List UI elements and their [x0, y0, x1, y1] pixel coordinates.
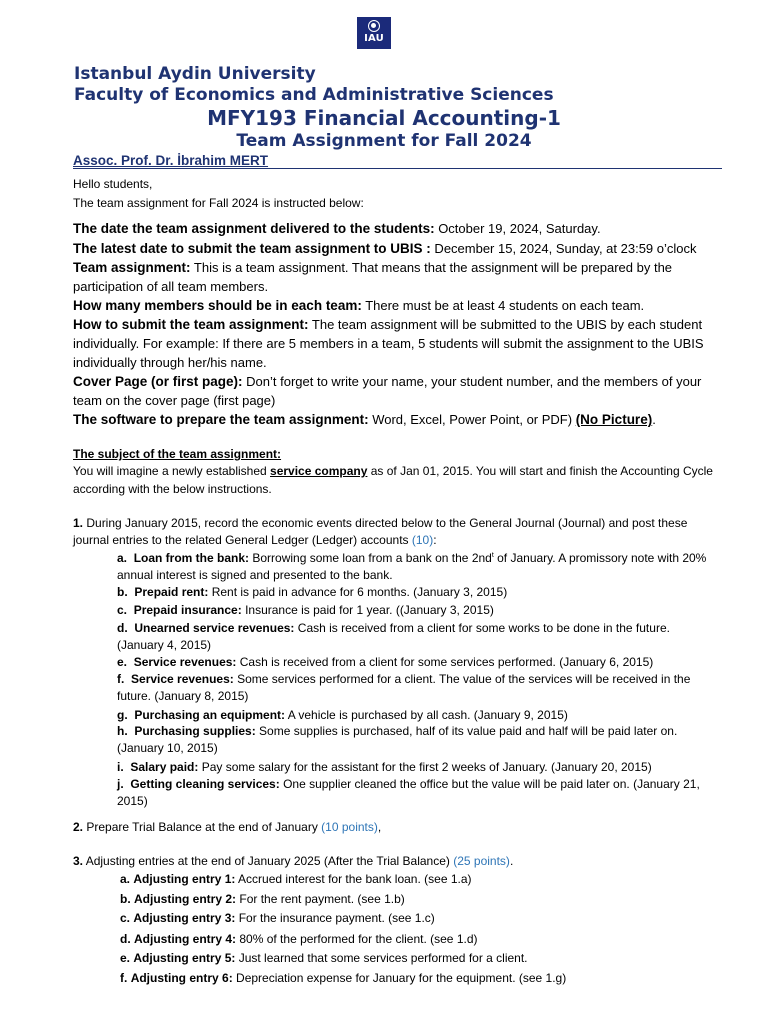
- task-points: (10): [411, 533, 434, 547]
- intro-line: The team assignment for Fall 2024 is instructed below:: [73, 196, 364, 210]
- greeting: Hello students,: [73, 177, 153, 191]
- detail-label: Cover Page (or first page):: [73, 374, 243, 389]
- item-letter: j.: [117, 777, 124, 791]
- item-label: Purchasing supplies:: [134, 724, 256, 738]
- detail-text: This is a team assignment. That means that the assignment will be prepared by the participation of all team members.: [73, 260, 673, 294]
- detail-label: Team assignment:: [73, 260, 191, 275]
- item-letter: g.: [117, 708, 128, 722]
- course-title: MFY193 Financial Accounting-1: [207, 106, 561, 130]
- task-tail: :: [433, 533, 437, 547]
- item-letter: a.: [117, 551, 128, 565]
- task-1-item-a: [117, 550, 707, 584]
- detail-label: The date the team assignment delivered to the students:: [73, 221, 435, 236]
- item-text: A vehicle is purchased by all cash. (January 9, 2015): [285, 708, 568, 722]
- task-3-item-c: [120, 910, 710, 927]
- university-name: Istanbul Aydin University: [74, 64, 316, 84]
- item-text: Cash is received from a client for some services performed. (January 6, 2015): [236, 655, 654, 669]
- task-3-item-a: [120, 871, 710, 888]
- seal-icon: [368, 20, 380, 32]
- detail-team-size: [73, 296, 723, 315]
- detail-software: [73, 410, 723, 429]
- task-3: [73, 853, 723, 870]
- item-letter: d.: [117, 621, 128, 635]
- task-1-item-e: [117, 654, 707, 671]
- header-divider: [73, 168, 722, 169]
- item-label: Prepaid insurance:: [133, 603, 242, 617]
- item-label: Adjusting entry 2:: [134, 892, 237, 906]
- task-3-item-d: [120, 931, 710, 948]
- task-tail: ,: [377, 820, 382, 834]
- task-text: Adjusting entries at the end of January 2025 (After the Trial Balance): [83, 854, 454, 868]
- item-letter: d.: [120, 932, 131, 946]
- task-number: 3.: [73, 854, 84, 868]
- task-1-item-g: [117, 707, 707, 724]
- item-label: Adjusting entry 4:: [134, 932, 237, 946]
- item-letter: i.: [117, 760, 124, 774]
- item-text: Just learned that some services performed for a client.: [235, 951, 528, 965]
- detail-text: Don’t forget to write your name, your student number, and the members of your team on the cover page (first page): [73, 374, 702, 408]
- item-label: Adjusting entry 3:: [133, 911, 236, 925]
- detail-text: October 19, 2024, Saturday.: [434, 221, 601, 236]
- item-label: Adjusting entry 5:: [133, 951, 236, 965]
- detail-text: There must be at least 4 students on each team.: [361, 298, 645, 313]
- task-1: [73, 515, 723, 549]
- item-letter: c.: [120, 911, 131, 925]
- task-3-item-b: [120, 891, 710, 908]
- item-text: Pay some salary for the assistant for the first 2 weeks of January. (January 20, 2015): [198, 760, 652, 774]
- item-text: For the rent payment. (see 1.b): [236, 892, 405, 906]
- item-letter: h.: [117, 724, 128, 738]
- item-text: Rent is paid in advance for 6 months. (January 3, 2015): [208, 585, 508, 599]
- item-text: Some supplies is purchased, half of its value paid and half will be paid later on. (January 10, 2015): [117, 724, 678, 755]
- item-letter: c.: [117, 603, 128, 617]
- detail-text: Word, Excel, Power Point, or PDF): [368, 412, 576, 427]
- task-1-item-b: [117, 584, 707, 601]
- item-text: Some services performed for a client. The value of the services will be received in the future. (January 8, 2015): [117, 672, 691, 703]
- item-label: Salary paid:: [130, 760, 199, 774]
- item-superscript: t: [491, 552, 494, 559]
- item-label: Adjusting entry 6:: [130, 971, 233, 985]
- item-letter: e.: [120, 951, 131, 965]
- task-1-item-j: [117, 776, 707, 810]
- item-letter: b.: [120, 892, 131, 906]
- item-label: Adjusting entry 1:: [133, 872, 236, 886]
- task-number: 1.: [73, 516, 84, 530]
- task-1-item-h: [117, 723, 707, 757]
- detail-label: The software to prepare the team assignment:: [73, 412, 369, 427]
- subject-heading-text: The subject of the team assignment:: [73, 447, 282, 461]
- detail-submission: [73, 315, 723, 372]
- university-logo: [357, 17, 391, 49]
- item-text: Insurance is paid for 1 year. ((January 3, 2015): [241, 603, 494, 617]
- task-points: (25 points): [453, 854, 510, 868]
- task-2: [73, 819, 723, 836]
- detail-label: How many members should be in each team:: [73, 298, 362, 313]
- item-text: One supplier cleaned the office but the value will be paid later on. (January 21, 2015): [117, 777, 700, 808]
- detail-tail: .: [652, 412, 656, 427]
- task-1-item-i: [117, 759, 707, 776]
- professor-name: Assoc. Prof. Dr. İbrahim MERT: [73, 153, 269, 168]
- subject-pre: You will imagine a newly established: [73, 464, 271, 478]
- item-label: Getting cleaning services:: [130, 777, 280, 791]
- task-1-item-f: [117, 671, 707, 705]
- item-text: Accrued interest for the bank loan. (see 1.a): [235, 872, 472, 886]
- faculty-name: Faculty of Economics and Administrative Sciences: [74, 85, 554, 105]
- item-text: Depreciation expense for January for the equipment. (see 1.g): [232, 971, 567, 985]
- task-1-item-c: [117, 602, 707, 619]
- assignment-title: Team Assignment for Fall 2024: [236, 131, 532, 151]
- item-label: Loan from the bank:: [133, 551, 250, 565]
- item-label: Unearned service revenues:: [134, 621, 295, 635]
- item-label: Service revenues:: [131, 672, 234, 686]
- detail-cover-page: [73, 372, 723, 410]
- detail-team-assignment: [73, 258, 723, 296]
- item-text-cont: of January. A promissory note with 20% annual interest is signed and presented to the bank.: [117, 551, 707, 582]
- task-1-item-d: [117, 620, 707, 654]
- detail-text: December 15, 2024, Sunday, at 23:59 o’clock: [430, 241, 697, 256]
- item-text: 80% of the performed for the client. (see 1.d): [236, 932, 478, 946]
- no-picture-note: (No Picture): [575, 412, 653, 427]
- task-text: During January 2015, record the economic events directed below to the General Journal (Journal) and post these journal entries to the related General Ledger (Ledger) accounts: [73, 516, 688, 547]
- detail-label: How to submit the team assignment:: [73, 317, 309, 332]
- detail-label: The latest date to submit the team assignment to UBIS :: [73, 241, 431, 256]
- task-text: Prepare Trial Balance at the end of January: [83, 820, 322, 834]
- item-letter: e.: [117, 655, 128, 669]
- item-label: Purchasing an equipment:: [134, 708, 286, 722]
- item-label: Prepaid rent:: [134, 585, 209, 599]
- item-text: Borrowing some loan from a bank on the 2nd: [249, 551, 492, 565]
- subject-post: as of Jan 01, 2015. You will start and finish the Accounting Cycle according with the below instructions.: [73, 464, 713, 496]
- detail-text: The team assignment will be submitted to the UBIS by each student individually. For example: If there are 5 members in a team, 5 students will submit the assignment to the UBIS individually through her/his name.: [73, 317, 704, 370]
- item-label: Service revenues:: [133, 655, 237, 669]
- subject-heading: [73, 445, 723, 463]
- detail-deadline: [73, 239, 723, 258]
- detail-delivery-date: [73, 219, 723, 238]
- item-text: For the insurance payment. (see 1.c): [235, 911, 435, 925]
- item-letter: b.: [117, 585, 128, 599]
- logo-text: IAU: [364, 33, 384, 44]
- subject-text: [73, 462, 723, 498]
- item-letter: a.: [120, 872, 131, 886]
- task-tail: .: [509, 854, 514, 868]
- service-company: service company: [270, 464, 368, 478]
- task-3-item-f: [120, 970, 710, 987]
- task-number: 2.: [73, 820, 84, 834]
- task-points: (10 points): [321, 820, 378, 834]
- item-letter: f.: [120, 971, 128, 985]
- task-3-item-e: [120, 950, 710, 967]
- item-text: Cash is received from a client for some works to be done in the future. (January 4, 2015): [117, 621, 670, 652]
- item-letter: f.: [117, 672, 125, 686]
